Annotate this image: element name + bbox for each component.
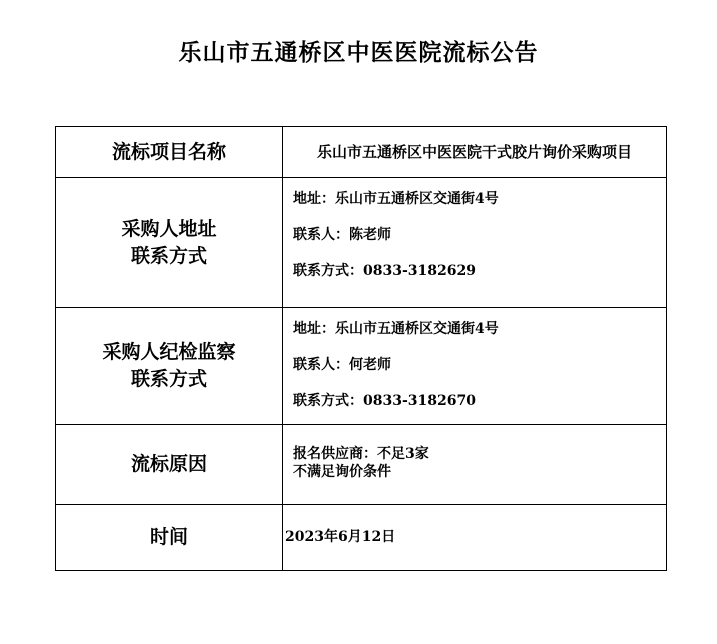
time-label: 时间 <box>56 505 283 571</box>
discipline-contact-person: 联系人：何老师 <box>293 357 391 373</box>
purchaser-label-line2: 联系方式 <box>130 244 207 267</box>
purchaser-contact-person: 联系人：陈老师 <box>293 227 391 243</box>
reason-line-2: 不满足询价条件 <box>293 463 391 480</box>
table-row-reason <box>56 425 667 505</box>
table-row-discipline <box>56 308 667 425</box>
purchaser-address: 地址：乐山市五通桥区交通街4号 <box>293 191 499 207</box>
reason-cell <box>283 425 667 505</box>
discipline-phone: 联系方式：0833-3182670 <box>293 393 476 409</box>
table-row-project <box>56 127 667 178</box>
purchaser-contact-cell <box>283 178 667 308</box>
project-name-label: 流标项目名称 <box>56 127 283 178</box>
discipline-address: 地址：乐山市五通桥区交通街4号 <box>293 321 499 337</box>
notice-table <box>55 126 667 571</box>
purchaser-label-line1: 采购人地址 <box>121 217 217 240</box>
discipline-label-line1: 采购人纪检监察 <box>102 341 236 363</box>
discipline-contact-cell <box>283 308 667 425</box>
purchaser-label <box>56 178 283 308</box>
discipline-label-line2: 联系方式 <box>130 368 207 390</box>
project-name-value: 乐山市五通桥区中医医院干式胶片询价采购项目 <box>316 142 632 161</box>
purchaser-phone: 联系方式：0833-3182629 <box>293 263 476 279</box>
table-row-time <box>56 505 667 571</box>
time-cell <box>283 505 667 571</box>
time-value: 2023年6月12日 <box>285 528 396 545</box>
table-row-purchaser <box>56 178 667 308</box>
discipline-label <box>56 308 283 425</box>
project-name-cell <box>283 127 667 178</box>
reason-line-1: 报名供应商：不足3家 <box>293 445 429 462</box>
page-title: 乐山市五通桥区中医医院流标公告 <box>178 39 539 66</box>
reason-label: 流标原因 <box>56 425 283 505</box>
